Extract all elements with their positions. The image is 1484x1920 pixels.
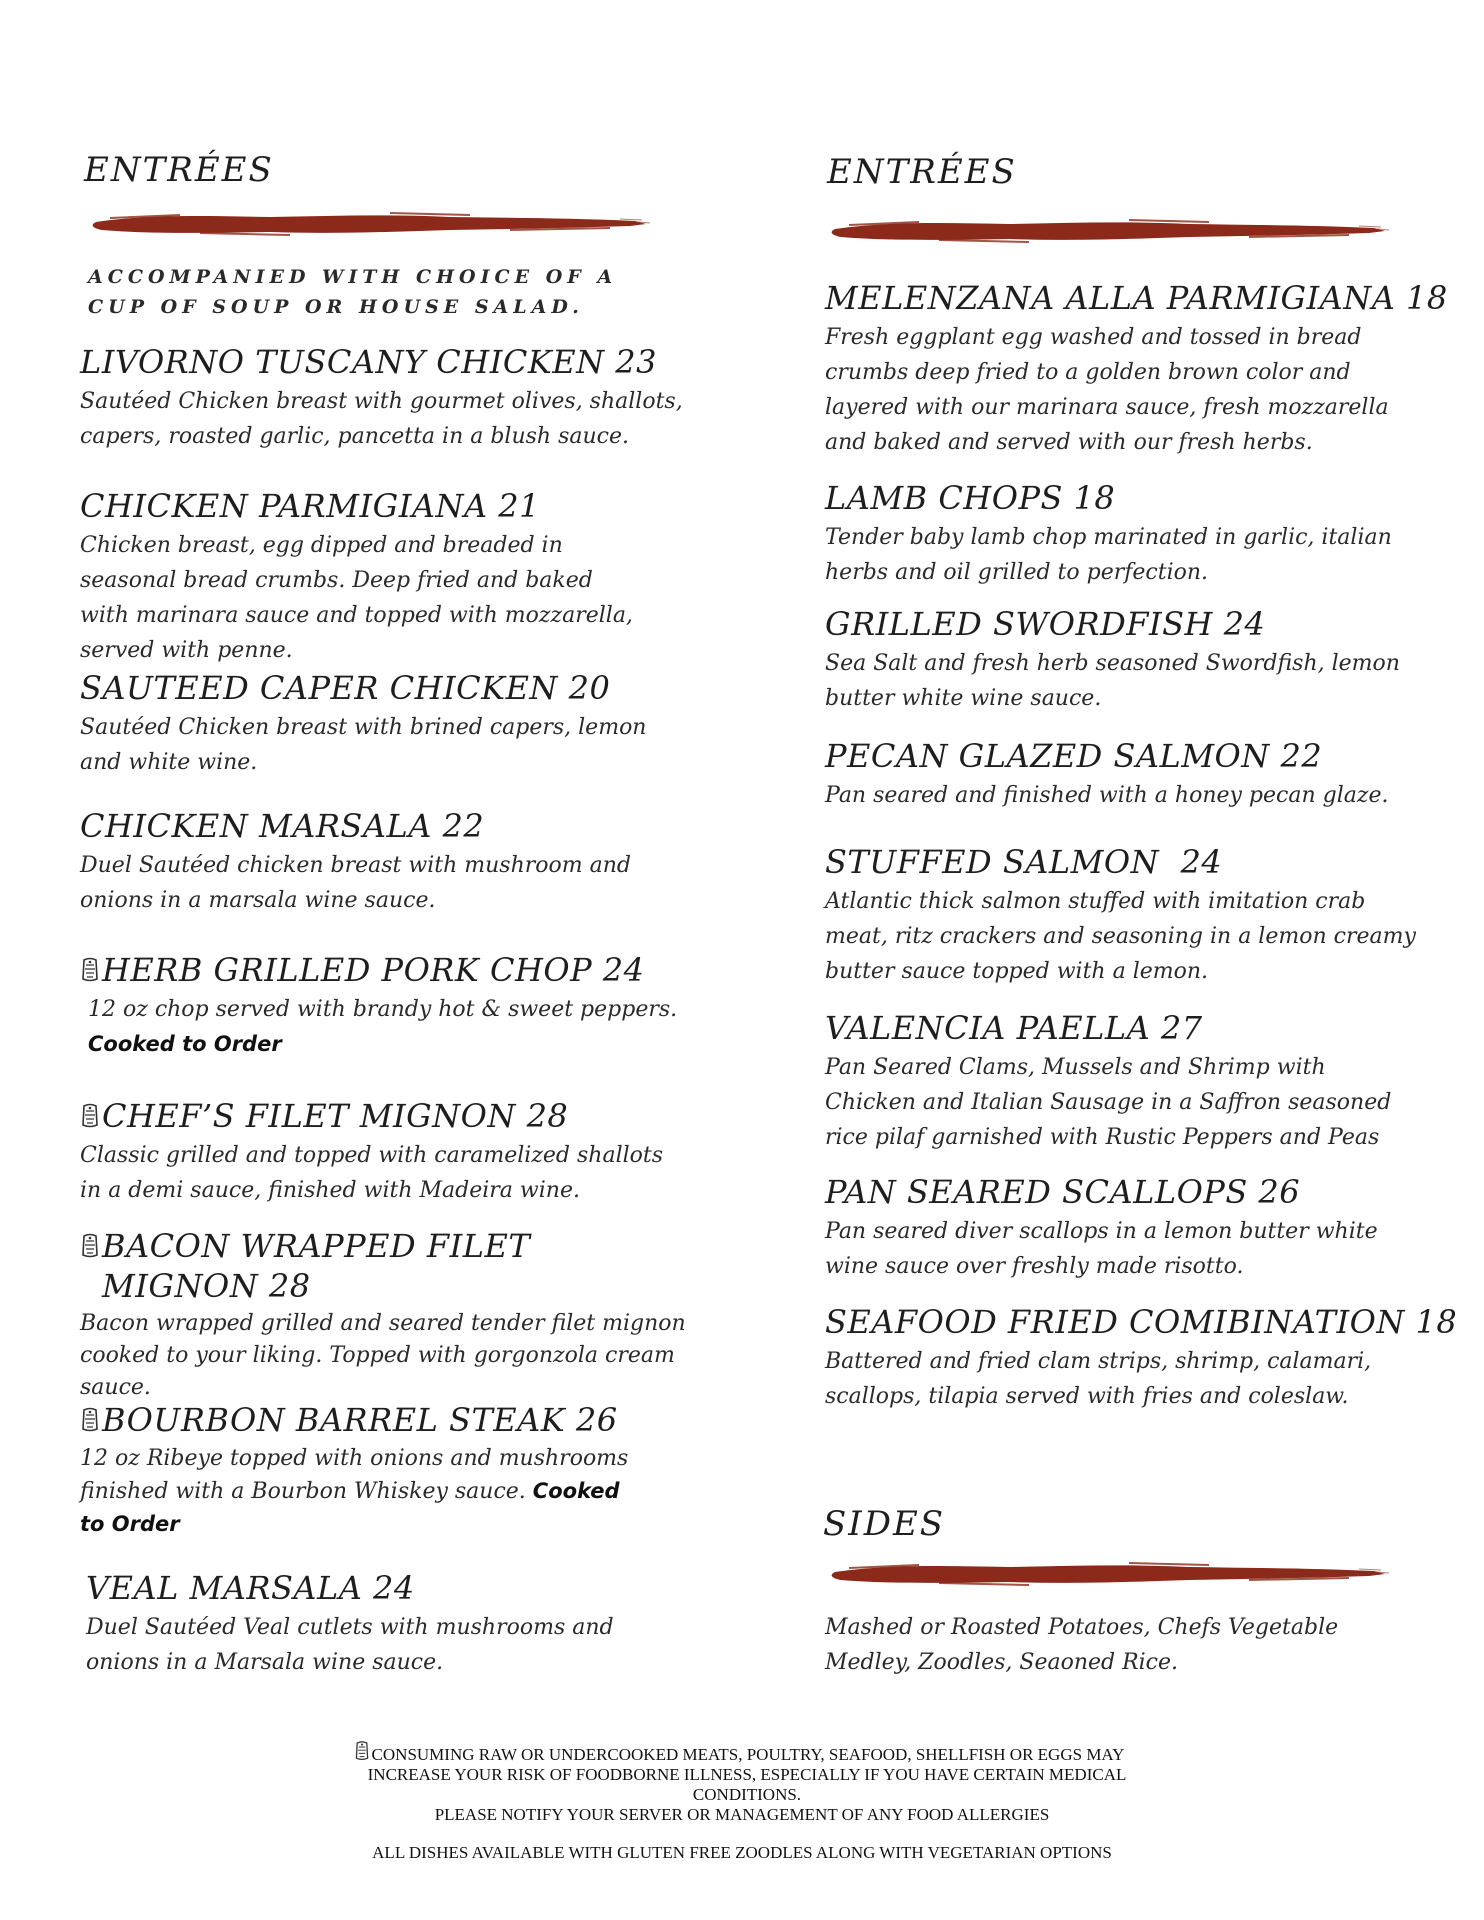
item-description: Pan seared and finished with a honey pecan glaze. xyxy=(825,783,1389,808)
menu-item xyxy=(80,950,760,1062)
menu-item xyxy=(80,1096,760,1208)
menu-item xyxy=(80,1400,760,1541)
gluten-free-notice: ALL DISHES AVAILABLE WITH GLUTEN FREE ZOODLES ALONG WITH VEGETARIAN OPTIONS xyxy=(372,1843,1112,1862)
raw-food-warning-icon xyxy=(80,1233,100,1259)
item-name: PECAN GLAZED SALMON 22 xyxy=(825,737,1323,775)
raw-food-warning-text-block xyxy=(0,1740,1484,1805)
raw-food-warning-icon xyxy=(80,1103,100,1129)
item-description: Bacon wrapped grilled and seared tender filet mignon cooked to your liking. Topped with gorgonzola cream sauce. xyxy=(80,1311,686,1400)
item-name-row xyxy=(80,1226,622,1306)
brush-divider xyxy=(90,208,650,238)
menu-item xyxy=(80,342,760,454)
cooked-to-order-note: Cooked to Order xyxy=(88,1032,282,1056)
section-title: ENTRÉES xyxy=(84,150,274,190)
item-name: GRILLED SWORDFISH 24 xyxy=(825,605,1266,643)
raw-food-warning-text: CONSUMING RAW OR UNDERCOOKED MEATS, POULTRY, SEAFOOD, SHELLFISH OR EGGS MAY INCREASE YOUR RISK OF FOODBORNE ILLNESS, ESPECIALLY IF YOU HAVE CERTAIN MEDICAL CONDITIONS. xyxy=(367,1745,1127,1804)
item-name: LIVORNO TUSCANY CHICKEN 23 xyxy=(80,343,657,381)
item-name: SAUTEED CAPER CHICKEN 20 xyxy=(80,669,611,707)
item-description: Pan seared diver scallops in a lemon butter white wine sauce over freshly made risotto. xyxy=(825,1219,1378,1279)
sides-description: Mashed or Roasted Potatoes, Chefs Vegetable Medley, Zoodles, Seaoned Rice. xyxy=(825,1615,1339,1675)
item-name-row xyxy=(80,950,760,990)
item-description: Sautéed Chicken breast with brined capers, lemon and white wine. xyxy=(80,715,647,775)
item-name: BACON WRAPPED FILET MIGNON 28 xyxy=(102,1227,531,1305)
item-name: HERB GRILLED PORK CHOP 24 xyxy=(102,951,645,989)
accompaniment-note: ACCOMPANIED WITH CHOICE OF A CUP OF SOUP OR HOUSE SALAD. xyxy=(88,266,618,318)
item-name: VALENCIA PAELLA 27 xyxy=(825,1009,1203,1047)
brush-divider xyxy=(829,1558,1389,1588)
brush-divider xyxy=(829,215,1389,245)
menu-item xyxy=(825,1008,1484,1155)
menu-item xyxy=(825,478,1484,590)
menu-item xyxy=(80,1226,760,1404)
item-description: Duel Sautéed chicken breast with mushroom and onions in a marsala wine sauce. xyxy=(80,853,631,913)
raw-food-warning-icon xyxy=(354,1740,370,1762)
menu-item xyxy=(825,278,1484,460)
menu-item xyxy=(825,736,1484,813)
item-name-row xyxy=(80,1400,760,1440)
item-description: Pan Seared Clams, Mussels and Shrimp with Chicken and Italian Sausage in a Saffron seasoned rice pilaf garnished with Rustic Peppers and Peas xyxy=(825,1055,1392,1150)
item-name: LAMB CHOPS 18 xyxy=(825,479,1116,517)
item-name: STUFFED SALMON 24 xyxy=(825,843,1223,881)
menu-item xyxy=(825,842,1484,989)
item-name: VEAL MARSALA 24 xyxy=(86,1569,415,1607)
sides-title: SIDES xyxy=(823,1504,946,1544)
raw-food-warning-icon xyxy=(80,957,100,983)
item-description: Sea Salt and fresh herb seasoned Swordfish, lemon butter white wine sauce. xyxy=(825,651,1400,711)
menu-item xyxy=(825,1172,1484,1284)
item-description: Battered and fried clam strips, shrimp, calamari, scallops, tilapia served with fries and coleslaw. xyxy=(825,1349,1372,1409)
item-name: PAN SEARED SCALLOPS 26 xyxy=(825,1173,1301,1211)
item-description: Chicken breast, egg dipped and breaded in seasonal bread crumbs. Deep fried and baked with marinara sauce and topped with mozzarella, served with penne. xyxy=(80,533,633,663)
cooked-to-order-note: Cooked to Order xyxy=(80,1479,620,1536)
menu-item xyxy=(80,806,760,918)
item-name: CHICKEN MARSALA 22 xyxy=(80,807,485,845)
item-name-row xyxy=(80,1096,760,1136)
menu-item xyxy=(86,1568,766,1680)
footer-disclaimer xyxy=(0,1740,1484,1863)
section-title: ENTRÉES xyxy=(827,152,1017,192)
item-name: MELENZANA ALLA PARMIGIANA 18 xyxy=(825,279,1448,317)
item-description: Classic grilled and topped with caramelized shallots in a demi sauce, finished with Madeira wine. xyxy=(80,1143,664,1203)
menu-item xyxy=(825,604,1484,716)
menu-item xyxy=(80,486,760,668)
item-description: 12 oz Ribeye topped with onions and mushrooms finished with a Bourbon Whiskey sauce. xyxy=(80,1446,629,1504)
menu-item xyxy=(825,1302,1484,1414)
item-description: Duel Sautéed Veal cutlets with mushrooms and onions in a Marsala wine sauce. xyxy=(86,1615,614,1675)
item-description-block xyxy=(80,992,728,1062)
item-name: CHICKEN PARMIGIANA 21 xyxy=(80,487,540,525)
item-description: Fresh eggplant egg washed and tossed in bread crumbs deep fried to a golden brown color and layered with our marinara sauce, fresh mozzarella and baked and served with our fresh herbs. xyxy=(825,325,1389,455)
item-description-block xyxy=(80,1442,640,1541)
raw-food-warning-icon xyxy=(80,1407,100,1433)
item-description: Sautéed Chicken breast with gourmet olives, shallots, capers, roasted garlic, pancetta in a blush sauce. xyxy=(80,389,683,449)
item-description: Tender baby lamb chop marinated in garlic, italian herbs and oil grilled to perfection. xyxy=(825,525,1392,585)
item-description: Atlantic thick salmon stuffed with imitation crab meat, ritz crackers and seasoning in a lemon creamy butter sauce topped with a lemon. xyxy=(825,889,1416,984)
item-name: SEAFOOD FRIED COMIBINATION 18 xyxy=(825,1303,1458,1341)
item-name: BOURBON BARREL STEAK 26 xyxy=(102,1401,618,1439)
item-name: CHEF’S FILET MIGNON 28 xyxy=(102,1097,569,1135)
item-description: 12 oz chop served with brandy hot & sweet peppers. xyxy=(88,997,678,1022)
allergy-notice: PLEASE NOTIFY YOUR SERVER OR MANAGEMENT OF ANY FOOD ALLERGIES xyxy=(434,1805,1050,1824)
menu-item xyxy=(80,668,760,780)
